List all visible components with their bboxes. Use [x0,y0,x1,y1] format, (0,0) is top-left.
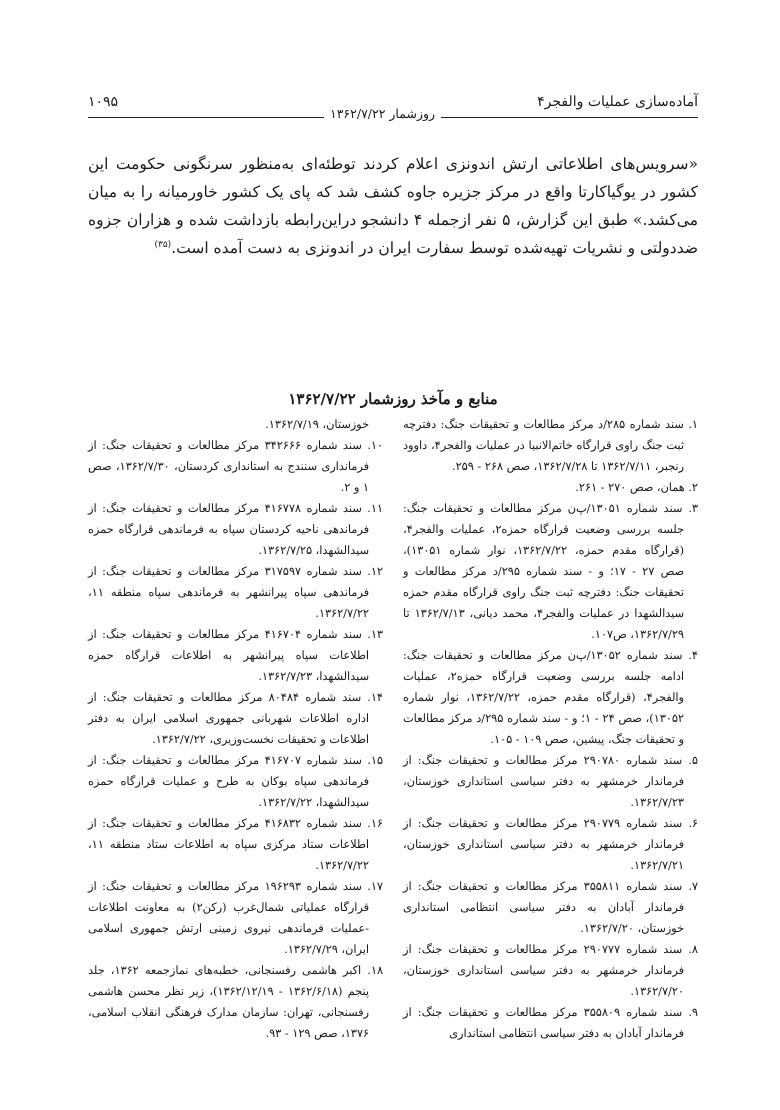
sources-heading: منابع و مآخذ روزشمار ۱۳۶۲/۷/۲۲ [288,390,498,408]
body-paragraph [88,150,698,262]
reference-item [88,498,383,561]
page-number: ۱۰۹۵ [88,94,119,110]
reference-number: ۱۵. [361,754,383,767]
reference-item [88,876,383,960]
reference-number: ۸. [682,943,698,956]
reference-number: ۱۴. [361,691,383,704]
book-title: آماده‌سازی عملیات والفجر۴ [537,94,698,110]
reference-number: ۱۶. [361,817,383,830]
reference-text: سند شماره ۳۴۲۶۶۶ مرکز مطالعات و تحقیقات جنگ: از فرمانداری سنندج به استانداری کردستان، ۱۳۶۲/۷/۳۰، صص ۱ و ۲. [88,439,369,494]
reference-item [88,750,383,813]
reference-text: سند شماره ۳۱۷۵۹۷ مرکز مطالعات و تحقیقات جنگ: از فرماندهی سپاه پیرانشهر به فرماندهی سپاه منطقه ۱۱، ۱۳۶۲/۷/۲۲. [88,565,369,620]
reference-text: سند شماره ۱۳۰۵۲/پ‌ن مرکز مطالعات و تحقیقات جنگ: ادامه جلسه بررسی وضعیت قرارگاه حمزه۲، عملیات والفجر۴، (قرارگاه مقدم حمزه، ۱۳۶۲/۷/۲۲، نوار شماره ۱۳۰۵۲)، صص ۲۴ - ۱؛ و - سند شماره ۲۹۵/د مرکز مطالعات و تحقیقات جنگ، پیشین، صص ۱۰۹ - ۱۰۵. [403,649,685,746]
reference-text: سند شماره ۲۸۵/د مرکز مطالعات و تحقیقات جنگ: دفترچه ثبت جنگ راوی قرارگاه خاتم‌الانبیا در عملیات والفجر۴، داوود رنجبر، ۱۳۶۲/۷/۱۱ تا ۱۳۶۲/۷/۲۸، صص ۲۶۸ - ۲۵۹. [403,418,684,473]
footnote-reference: (۳۵) [154,239,172,250]
reference-item [403,876,698,939]
reference-number: ۲. [684,481,698,494]
references-right-column [403,414,698,1044]
reference-item [88,561,383,624]
reference-item [88,435,383,498]
reference-number: ۴. [682,649,698,662]
reference-text: سند شماره ۱۳۰۵۱/پ‌ن مرکز مطالعات و تحقیقات جنگ: جلسه بررسی وضعیت قرارگاه حمزه۲، عملیات والفجر۴، (قرارگاه مقدم حمزه، ۱۳۶۲/۷/۲۲، نوار شماره ۱۳۰۵۱)، صص ۲۷ - ۱۷؛ و - سند شماره ۲۹۵/د مرکز مطالعات و تحقیقات جنگ: دفترچه ثبت جنگ راوی قرارگاه مقدم حمزه سیدالشهدا در عملیات والفجر۴، محمد دیانی، ۱۳۶۲/۷/۱۳ تا ۱۳۶۲/۷/۲۹، ص۱۰۷. [403,502,685,641]
reference-text: سند شماره ۲۹۰۷۷۷ مرکز مطالعات و تحقیقات جنگ: از فرماندار خرمشهر به دفتر سیاسی استانداری خوزستان، ۱۳۶۲/۷/۲۰. [403,943,684,998]
reference-item [403,498,698,645]
reference-text: سند شماره ۴۱۶۸۳۲ مرکز مطالعات و تحقیقات جنگ: از اطلاعات ستاد مرکزی سپاه به اطلاعات ستاد منطقه ۱۱، ۱۳۶۲/۷/۲۲. [88,817,369,872]
reference-number: ۵. [682,754,698,767]
reference-item [88,687,383,750]
reference-text: سند شماره ۴۱۶۷۰۴ مرکز مطالعات و تحقیقات جنگ: از اطلاعات سپاه پیرانشهر به اطلاعات قرارگاه حمزه سیدالشهدا، ۱۳۶۲/۷/۲۳. [88,628,369,683]
running-head [88,92,698,122]
reference-item [403,750,698,813]
reference-item [403,477,698,498]
reference-text: سند شماره ۲۹۰۷۸۰ مرکز مطالعات و تحقیقات جنگ: از فرماندار خرمشهر به دفتر سیاسی استانداری خوزستان، ۱۳۶۲/۷/۲۳. [403,754,684,809]
document-page [88,92,698,1044]
reference-item [403,414,698,477]
reference-text: سند شماره ۸۰۴۸۴ مرکز مطالعات و تحقیقات جنگ: از اداره اطلاعات شهربانی جمهوری اسلامی ایران به دفتر اطلاعات و تحقیقات نخست‌وزیری، ۱۳۶۲/۷/۲۲. [88,691,369,746]
reference-number: ۱۳. [361,628,383,641]
reference-number: ۶. [682,817,698,830]
reference-number: ۳. [682,502,698,515]
reference-text: اکبر هاشمی رفسنجانی، خطبه‌های نمازجمعه ۱۳۶۲، جلد پنجم (۱۳۶۲/۶/۱۸ - ۱۳۶۲/۱۲/۱۹)، زیر نظر محسن هاشمی رفسنجانی، تهران: سازمان مدارک فرهنگی انقلاب اسلامی، ۱۳۷۶، صص ۱۲۹ - ۹۳. [88,964,369,1040]
reference-text: سند شماره ۱۹۶۲۹۳ مرکز مطالعات و تحقیقات جنگ: از قرارگاه عملیاتی شمال‌غرب (رکن۲) به معاونت اطلاعات -عملیات فرماندهی نیروی زمینی ارتش جمهوری اسلامی ایران، ۱۳۶۲/۷/۲۹. [88,880,369,956]
reference-number: ۱۸. [361,964,384,977]
reference-text: سند شماره ۳۵۵۸۱۱ مرکز مطالعات و تحقیقات جنگ: از فرماندار آبادان به دفتر سیاسی انتظامی استانداری خوزستان، ۱۳۶۲/۷/۲۰. [403,880,684,935]
reference-continuation: خوزستان، ۱۳۶۲/۷/۱۹. [265,418,369,431]
references-columns [88,414,698,1044]
reference-item [403,939,698,1002]
reference-number: ۷. [682,880,698,893]
reference-number: ۹. [682,1006,698,1019]
reference-number: ۱. [683,418,698,431]
reference-item [403,1002,698,1044]
reference-item [403,813,698,876]
reference-text: سند شماره ۳۵۵۸۰۹ مرکز مطالعات و تحقیقات جنگ: از فرماندار آبادان به دفتر سیاسی انتظامی استانداری [403,1006,684,1040]
reference-text: سند شماره ۴۱۶۷۷۸ مرکز مطالعات و تحقیقات جنگ: از فرماندهی ناحیه کردستان سپاه به فرماندهی قرارگاه حمزه سیدالشهدا، ۱۳۶۲/۷/۲۵. [88,502,369,557]
reference-number: ۱۱. [361,502,383,515]
reference-item [403,645,698,750]
reference-item [88,960,383,1044]
reference-text: سند شماره ۴۱۶۷۰۷ مرکز مطالعات و تحقیقات جنگ: از فرماندهی سپاه بوکان به طرح و عملیات قرارگاه حمزه سیدالشهدا، ۱۳۶۲/۷/۲۲. [88,754,369,809]
chronicle-date: روزشمار ۱۳۶۲/۷/۲۲ [324,106,441,121]
reference-number: ۱۲. [361,565,383,578]
reference-item [88,624,383,687]
body-text: «سرویس‌های اطلاعاتی ارتش اندونزی اعلام کردند توطئه‌ای به‌منظور سرنگونی حکومت این کشور در یوگیاکارتا واقع در مرکز جزیره جاوه کشف شد که پای یک کشور خاورمیانه را به میان می‌کشد.» طبق این گزارش، ۵ نفر ازجمله ۴ دانشجو دراین‌رابطه بازداشت شده و هزاران جزوه ضددولتی و نشریات تهیه‌شده توسط سفارت ایران در اندونزی به دست آمده است. [88,155,698,257]
reference-number: ۱۷. [361,880,383,893]
references-left-column [88,414,383,1044]
reference-item [88,813,383,876]
reference-text: همان، صص ۲۷۰ - ۲۶۱. [575,481,685,494]
reference-number: ۱۰. [361,439,383,452]
reference-text: سند شماره ۲۹۰۷۷۹ مرکز مطالعات و تحقیقات جنگ: از فرماندار خرمشهر به دفتر سیاسی استانداری خوزستان، ۱۳۶۲/۷/۲۱. [403,817,684,872]
